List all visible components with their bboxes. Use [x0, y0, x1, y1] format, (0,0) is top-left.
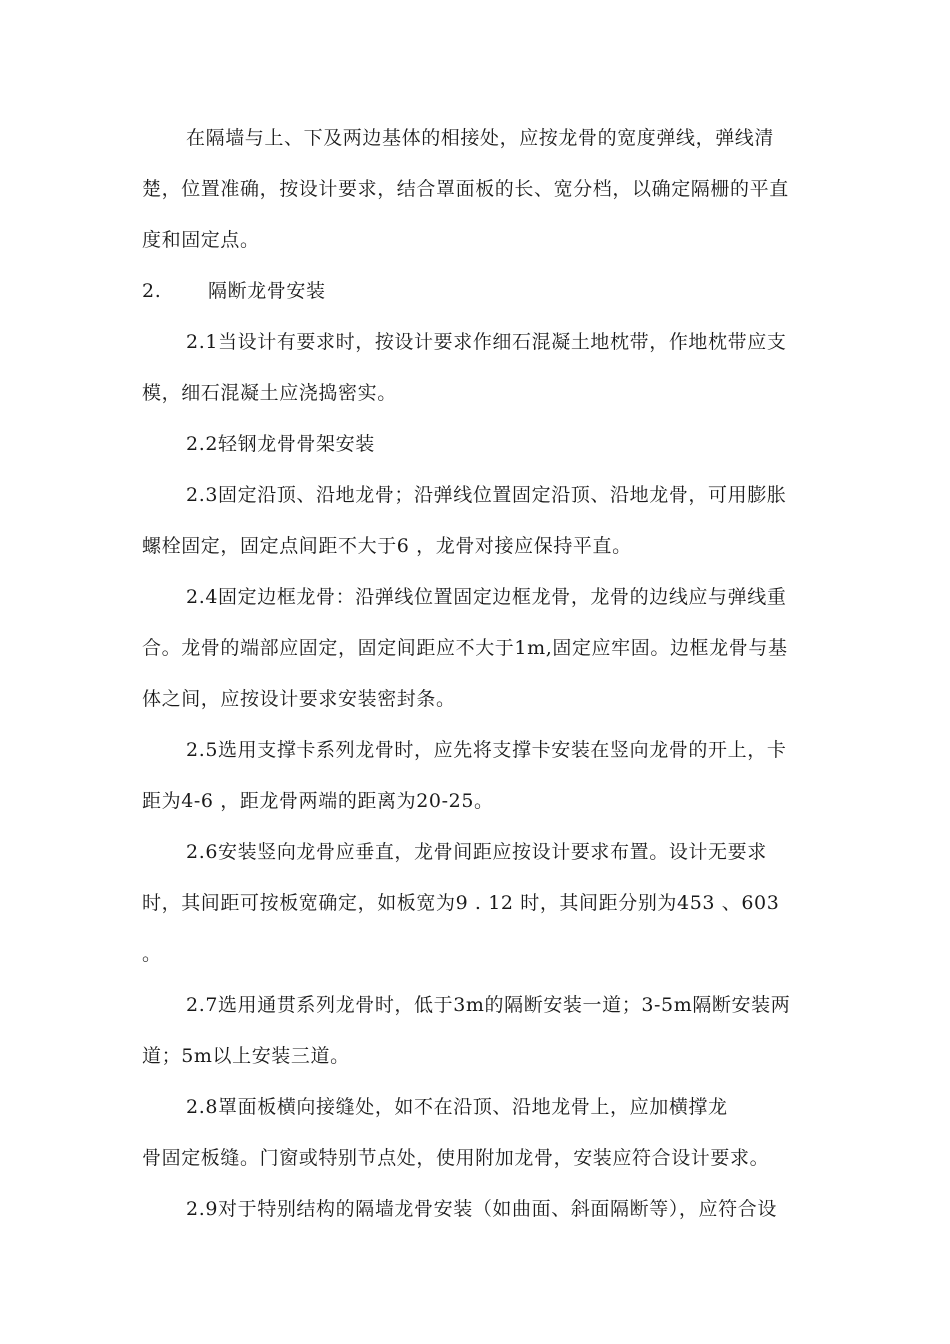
text-line: 道；5m以上安装三道。	[142, 1045, 350, 1067]
text-line: 2.3固定沿顶、沿地龙骨；沿弹线位置固定沿顶、沿地龙骨，可用膨胀	[186, 484, 787, 506]
text-line: 体之间，应按设计要求安装密封条。	[142, 688, 456, 710]
item-2-1	[142, 317, 818, 419]
text-line: 楚，位置准确，按设计要求，结合罩面板的长、宽分档，以确定隔栅的平直	[142, 178, 789, 200]
text-line: 时，其间距可按板宽确定，如板宽为9 . 12 时，其间距分别为453 、603	[142, 892, 780, 914]
text-line: 2.6安装竖向龙骨应垂直，龙骨间距应按设计要求布置。设计无要求	[186, 841, 767, 863]
item-2-8	[142, 1082, 818, 1184]
paragraph-intro	[142, 113, 818, 266]
item-2-3	[142, 470, 818, 572]
item-2-7	[142, 980, 818, 1082]
text-line: 2.5选用支撑卡系列龙骨时，应先将支撑卡安装在竖向龙骨的开上，卡	[186, 739, 787, 761]
document-body	[142, 113, 818, 1235]
section-title: 隔断龙骨安装	[208, 280, 326, 302]
text-line: 。	[142, 943, 162, 965]
text-line: 2.2轻钢龙骨骨架安装	[186, 433, 375, 455]
text-line: 2.7选用通贯系列龙骨时，低于3m的隔断安装一道；3-5m隔断安装两	[186, 994, 791, 1016]
item-2-4	[142, 572, 818, 725]
text-line: 骨固定板缝。门窗或特别节点处，使用附加龙骨，安装应符合设计要求。	[142, 1147, 770, 1169]
text-line: 螺栓固定，固定点间距不大于6 ，龙骨对接应保持平直。	[142, 535, 632, 557]
text-line: 度和固定点。	[142, 229, 260, 251]
text-line: 2.4固定边框龙骨：沿弹线位置固定边框龙骨，龙骨的边线应与弹线重	[186, 586, 787, 608]
item-2-9	[142, 1184, 818, 1235]
text-line: 模，细石混凝土应浇捣密实。	[142, 382, 397, 404]
text-line: 2.8罩面板横向接缝处，如不在沿顶、沿地龙骨上，应加横撑龙	[186, 1096, 728, 1118]
section-heading	[142, 266, 818, 317]
text-line: 距为4-6 ，距龙骨两端的距离为20-25。	[142, 790, 494, 812]
section-number: 2.	[142, 280, 162, 302]
text-line: 2.9对于特别结构的隔墙龙骨安装（如曲面、斜面隔断等），应符合设	[186, 1198, 777, 1220]
text-line: 2.1当设计有要求时，按设计要求作细石混凝土地枕带，作地枕带应支	[186, 331, 787, 353]
text-line: 在隔墙与上、下及两边基体的相接处，应按龙骨的宽度弹线，弹线清	[186, 127, 775, 149]
item-2-6	[142, 827, 818, 980]
item-2-2	[142, 419, 818, 470]
item-2-5	[142, 725, 818, 827]
text-line: 合。龙骨的端部应固定，固定间距应不大于1m,固定应牢固。边框龙骨与基	[142, 637, 788, 659]
